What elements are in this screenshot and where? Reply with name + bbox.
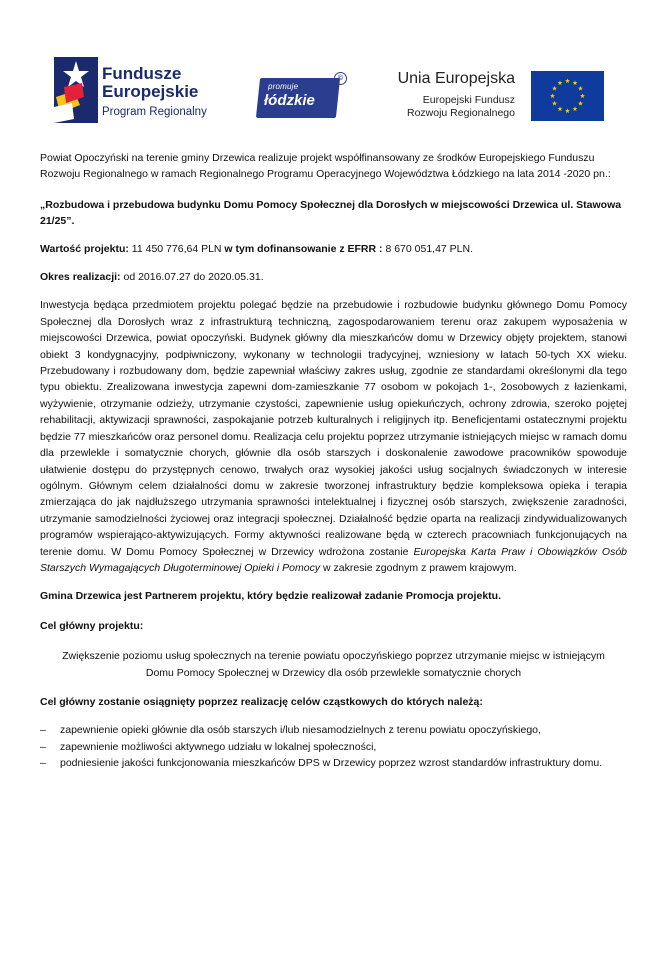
period-value: od 2016.07.27 do 2020.05.31. — [120, 271, 264, 284]
partner-statement: Gmina Drzewica jest Partnerem projektu, który będzie realizował zadanie Promocja projektu. — [40, 590, 501, 603]
logo-bar — [0, 0, 664, 140]
list-item-text: podniesienie jakości funkcjonowania mieszkańców DPS w Drzewicy poprzez wzrost standardów infrastruktury domu. — [60, 757, 603, 770]
lodz-logo-small-text: promuje — [268, 82, 299, 91]
document-body — [40, 150, 627, 772]
description-tail: w zakresie zgodnym z prawem krajowym. — [320, 561, 517, 574]
project-description — [40, 297, 627, 576]
main-goal-text: Zwiększenie poziomu usług społecznych na terenie powiatu opoczyńskiego poprzez utrzymanie miejsc w istniejącym Domu Pomocy Społecznej w Drzewicy dla osób przewlekle somatycznie chorych — [62, 650, 605, 679]
implementation-period-line — [40, 269, 627, 285]
lodz-logo-big-text: łódzkie — [264, 92, 315, 109]
unia-europejska-logo-text — [385, 70, 515, 126]
list-item — [40, 755, 627, 771]
dash-bullet: – — [40, 724, 46, 737]
list-item-text: zapewnienie opieki głównie dla osób starszych i/lub niesamodzielnych z terenu powiatu opoczyńskiego, — [60, 724, 541, 737]
main-goal-heading: Cel główny projektu: — [40, 619, 144, 632]
lodz-logo-mark-icon: © — [334, 72, 347, 85]
description-text: Inwestycja będąca przedmiotem projektu polegać będzie na przebudowie i rozbudowie budynku głównego Domu Pomocy Społecznej dla Dorosłych wraz z infrastrukturą techniczną, zagospodarowaniem terenu oraz zakupem wyposażenia w miejscowości Drzewica, powiat opoczyński. Budynek główny dla mieszkańców domu w Drzewicy objęty projektem, stanowi obiekt 3 kondygnacyjny, podpiwniczony, wykonany w technologii tradycyjnej, wzniesiony w latach 50-tych XX wieku. Przebudowany i rozbudowany dom, będzie zapewniał właściwy zakres usług, zgodnie ze standardami określonymi dla tego typu obiektu. Zrealizowana inwestycja zapewni dom-zamieszkanie 77 osobom w pokojach 1-, 2osobowych z łazienkami, wyżywienie, otrzymanie odzieży, utrzymanie czystości, zapewnienie usług opiekuńczych, ochrony zdrowia, szeroko pojętej rehabilitacji, aktywizacji sprawności, zaspokajanie potrzeb kulturalnych i religijnych itp. Beneficjentami ostatecznymi projektu będzie 77 mieszkańców oraz personel domu. Realizacja celu projektu poprzez utrzymanie istniejących miejsc w ramach domu dla przewlekle i somatycznie chorych, głównie dla osób starszych i doskonalenie zawodowe pracowników spowoduje ułatwienie dostępu do przystępnych cenowo, trwałych oraz wysokiej jakości usług socjalnych świadczonych w interesie ogólnym. Głównym celem działalności domu w zakresie tworzonej infrastruktury będzie kompleksowa opieka i terapia zmierzająca do jak najdłuższego utrzymania sprawności intelektualnej i fizycznej osób starszych, zwiększenie zaradności, utrzymanie samodzielności życiowej oraz integracji społecznej. Działalność będzie oparta na realizacji zindywidualizowanych programów wspierająco-aktywizujących. Formy aktywności realizowane będą w czterech pracowniach funkcjonujących na terenie domu. W Domu Pomocy Społecznej w Drzewicy wdrożona zostanie — [40, 299, 627, 558]
eu-flag-icon — [531, 71, 604, 121]
dash-bullet: – — [40, 740, 46, 753]
description-italic: Europejska Karta Praw i Obowiązków Osób Starszych Wymagających Długoterminowej Opieki i Pomocy — [40, 545, 628, 574]
cofinancing-label: w tym dofinansowanie z EFRR : — [224, 242, 383, 255]
list-item-text: zapewnienie możliwości aktywnego udziału w lokalnej społeczności, — [60, 740, 377, 753]
project-value-label: Wartość projektu: — [40, 242, 129, 255]
project-value-line — [40, 241, 627, 257]
fe-logo-line2: Europejskie — [102, 82, 199, 101]
project-value-amount: 11 450 776,64 PLN — [128, 242, 225, 255]
list-item — [40, 739, 627, 755]
fe-logo-line3: Program Regionalny — [102, 106, 207, 118]
fe-logo-text — [102, 65, 207, 120]
intro-paragraph: Powiat Opoczyński na terenie gminy Drzewica realizuje projekt współfinansowany ze środków Europejskiego Funduszu Rozwoju Regionalnego w ramach Regionalnego Programu Operacyjnego Województwa Łódzkiego na lata 2014 -2020 pn.: — [40, 152, 611, 181]
fe-logo-line1: Fundusze — [102, 64, 182, 83]
list-item — [40, 722, 627, 738]
sub-goals-list — [40, 722, 627, 771]
ue-logo-line3: Rozwoju Regionalnego — [407, 107, 515, 119]
ue-logo-line2: Europejski Fundusz — [422, 94, 515, 106]
fundusze-europejskie-logo — [54, 57, 234, 123]
promuje-lodzkie-logo — [258, 72, 348, 120]
fe-star-logo-icon — [54, 57, 98, 123]
dash-bullet: – — [40, 757, 46, 770]
period-label: Okres realizacji: — [40, 271, 121, 284]
project-title: „Rozbudowa i przebudowa budynku Domu Pomocy Społecznej dla Dorosłych w miejscowości Drzewica ul. Stawowa 21/25”. — [40, 198, 622, 228]
ue-logo-line1: Unia Europejska — [397, 70, 515, 87]
cofinancing-amount: 8 670 051,47 PLN. — [382, 242, 474, 255]
sub-goals-heading: Cel główny zostanie osiągnięty poprzez realizację celów cząstkowych do których należą: — [40, 695, 483, 708]
